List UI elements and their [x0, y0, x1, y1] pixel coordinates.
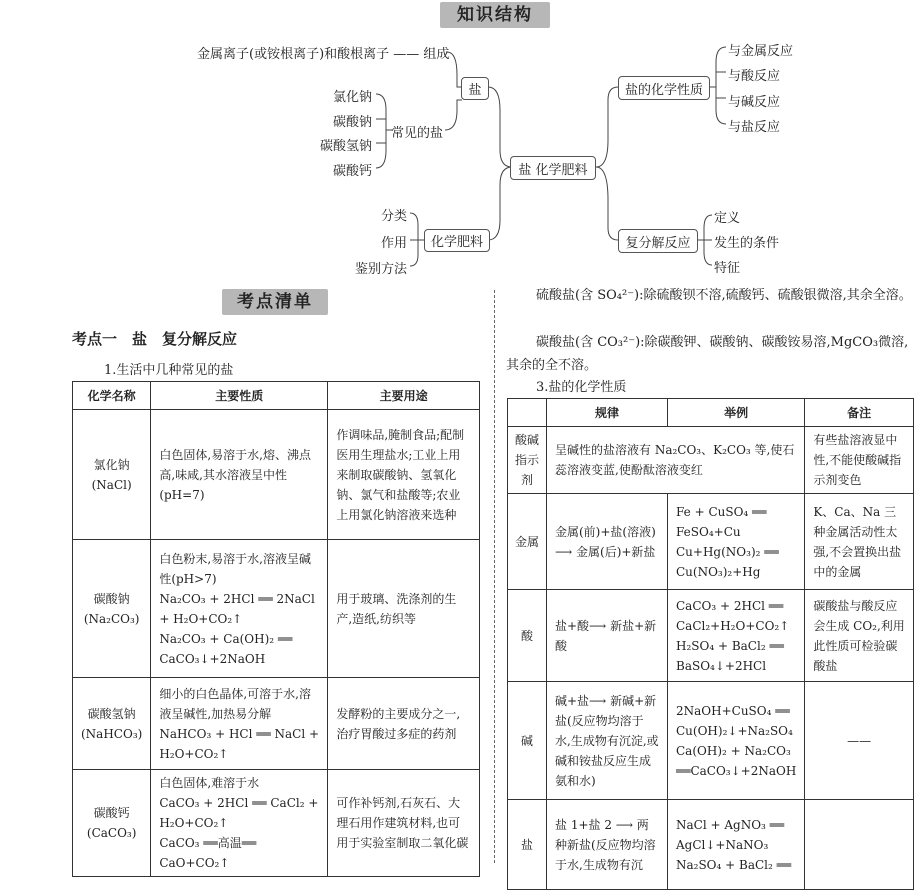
table-header-cell: 化学名称	[73, 382, 151, 410]
table-cell-example: CaCO₃ + 2HCl ══ CaCl₂+H₂O+CO₂↑ H₂SO₄ + BaCl₂ ══ BaSO₄↓+2HCl	[668, 590, 805, 682]
reaction-3: 与碱反应	[728, 95, 781, 110]
table-row	[508, 800, 914, 890]
fertilizer-item-1: 分类	[381, 209, 408, 224]
table-cell-note	[805, 800, 914, 890]
table-cell-props: 白色粉末,易溶于水,溶液呈碱性(pH>7) Na₂CO₃ + 2HCl ══ 2NaCl + H₂O+CO₂↑ Na₂CO₃ + Ca(OH)₂ ══ CaCO₃↓+2NaOH	[151, 540, 328, 678]
table-cell-type: 酸碱 指示 剂	[508, 427, 547, 494]
sulfate-paragraph: 硫酸盐(含 SO₄²⁻):除硫酸钡不溶,硫酸钙、硫酸银微溶,其余全溶。	[536, 288, 912, 303]
common-salts-label: 常见的盐	[391, 126, 444, 141]
table-row	[73, 770, 480, 877]
dd-item-2: 发生的条件	[714, 236, 780, 251]
subheading-salt-chem-props: 3.盐的化学性质	[536, 380, 627, 395]
double-decomp-node: 复分解反应	[618, 229, 698, 253]
table-cell-uses: 可作补钙剂,石灰石、大理石用作建筑材料,也可用于实验室制取二氧化碳	[328, 770, 480, 877]
table-row	[508, 590, 914, 682]
table-cell-example: Fe + CuSO₄ ══ FeSO₄+Cu Cu+Hg(NO₃)₂ ══ Cu(NO₃)₂+Hg	[668, 494, 805, 590]
table-cell-note: K、Ca、Na 三种金属活动性太强,不会置换出盐中的金属	[805, 494, 914, 590]
table-cell-rule: 碱+盐⟶ 新碱+新盐(反应物均溶于水,生成物有沉淀,或碱和铵盐反应生成氨和水)	[547, 682, 668, 800]
table-cell-rule: 盐 1+盐 2 ⟶ 两种新盐(反应物均溶于水,生成物有沉	[547, 800, 668, 890]
table-cell-type: 酸	[508, 590, 547, 682]
table-cell-note: 有些盐溶液显中性,不能使酸碱指示剂变色	[805, 427, 914, 494]
common-salt-1: 氯化钠	[333, 90, 373, 105]
table-cell-uses: 作调味品,腌制食品;配制医用生理盐水;工业上用来制取碳酸钠、氢氧化钠、氯气和盐酸等;农业上用氯化钠溶液来选种	[328, 410, 480, 540]
table-cell-props: 白色固体,易溶于水,熔、沸点高,味咸,其水溶液呈中性(pH=7)	[151, 410, 328, 540]
dd-item-1: 定义	[714, 211, 741, 226]
fertilizer-node: 化学肥料	[424, 229, 490, 252]
common-salt-2: 碳酸钠	[333, 115, 373, 130]
dd-item-3: 特征	[714, 261, 741, 276]
banner-knowledge-structure: 知识结构	[440, 2, 550, 28]
table-cell-note: ——	[805, 682, 914, 800]
table-cell-type: 碱	[508, 682, 547, 800]
table-header-row	[73, 382, 480, 410]
table-header-cell: 备注	[805, 399, 914, 427]
section-title: 考点一 盐 复分解反应	[72, 330, 238, 348]
subheading-common-salts: 1.生活中几种常见的盐	[104, 363, 234, 378]
table-header-row	[508, 399, 914, 427]
composition-label: 金属离子(或铵根离子)和酸根离子 —— 组成	[197, 47, 450, 62]
table-cell-uses: 发酵粉的主要成分之一,治疗胃酸过多症的药剂	[328, 678, 480, 770]
table-cell-rule: 呈碱性的盐溶液有 Na₂CO₃、K₂CO₃ 等,使石蕊溶液变蓝,使酚酞溶液变红	[547, 427, 805, 494]
table-cell-name: 碳酸氢钠 (NaHCO₃)	[73, 678, 151, 770]
center-node: 盐 化学肥料	[510, 156, 596, 180]
table-cell-note: 碳酸盐与酸反应会生成 CO₂,利用此性质可检验碳酸盐	[805, 590, 914, 682]
reaction-1: 与金属反应	[728, 44, 794, 59]
common-salt-3: 碳酸氢钠	[320, 139, 373, 154]
reaction-4: 与盐反应	[728, 120, 781, 135]
table-cell-type: 金属	[508, 494, 547, 590]
table-cell-type: 盐	[508, 800, 547, 890]
banner-checklist: 考点清单	[222, 289, 328, 315]
fertilizer-item-3: 鉴别方法	[355, 262, 408, 277]
table-cell-props: 白色固体,难溶于水 CaCO₃ + 2HCl ══ CaCl₂ + H₂O+CO₂↑ CaCO₃ ══高温══ CaO+CO₂↑	[151, 770, 328, 877]
table-cell-props: 细小的白色晶体,可溶于水,溶液呈碱性,加热易分解 NaHCO₃ + HCl ══ NaCl + H₂O+CO₂↑	[151, 678, 328, 770]
table-cell-rule: 盐+酸⟶ 新盐+新酸	[547, 590, 668, 682]
table-cell-uses: 用于玻璃、洗涤剂的生产,造纸,纺织等	[328, 540, 480, 678]
carbonate-paragraph: 碳酸盐(含 CO₃²⁻):除碳酸钾、碳酸钠、碳酸铵易溶,MgCO₃微溶,其余的全不溶。	[506, 335, 909, 373]
reaction-2: 与酸反应	[728, 69, 781, 84]
salt-chem-props-node: 盐的化学性质	[618, 76, 710, 100]
table-header-cell: 规律	[547, 399, 668, 427]
table-cell-example: NaCl + AgNO₃ ══ AgCl↓+NaNO₃ Na₂SO₄ + BaCl₂ ══	[668, 800, 805, 890]
common-salts-table	[72, 381, 480, 877]
table-header-cell: 主要用途	[328, 382, 480, 410]
table-header-cell: 主要性质	[151, 382, 328, 410]
table-row	[508, 494, 914, 590]
table-row	[73, 540, 480, 678]
salt-chem-props-table	[507, 398, 914, 890]
table-row	[508, 427, 914, 494]
table-cell-name: 碳酸钠 (Na₂CO₃)	[73, 540, 151, 678]
table-cell-rule: 金属(前)+盐(溶液) ⟶ 金属(后)+新盐	[547, 494, 668, 590]
table-cell-name: 氯化钠 (NaCl)	[73, 410, 151, 540]
table-header-cell	[508, 399, 547, 427]
table-header-cell: 举例	[668, 399, 805, 427]
table-cell-name: 碳酸钙 (CaCO₃)	[73, 770, 151, 877]
table-row	[73, 410, 480, 540]
table-row	[508, 682, 914, 800]
column-divider	[494, 290, 495, 863]
salt-node: 盐	[461, 77, 489, 100]
table-cell-example: 2NaOH+CuSO₄ ══ Cu(OH)₂↓+Na₂SO₄ Ca(OH)₂ + Na₂CO₃ ══CaCO₃↓+2NaOH	[668, 682, 805, 800]
table-row	[73, 678, 480, 770]
common-salt-4: 碳酸钙	[333, 164, 373, 179]
fertilizer-item-2: 作用	[381, 236, 408, 251]
